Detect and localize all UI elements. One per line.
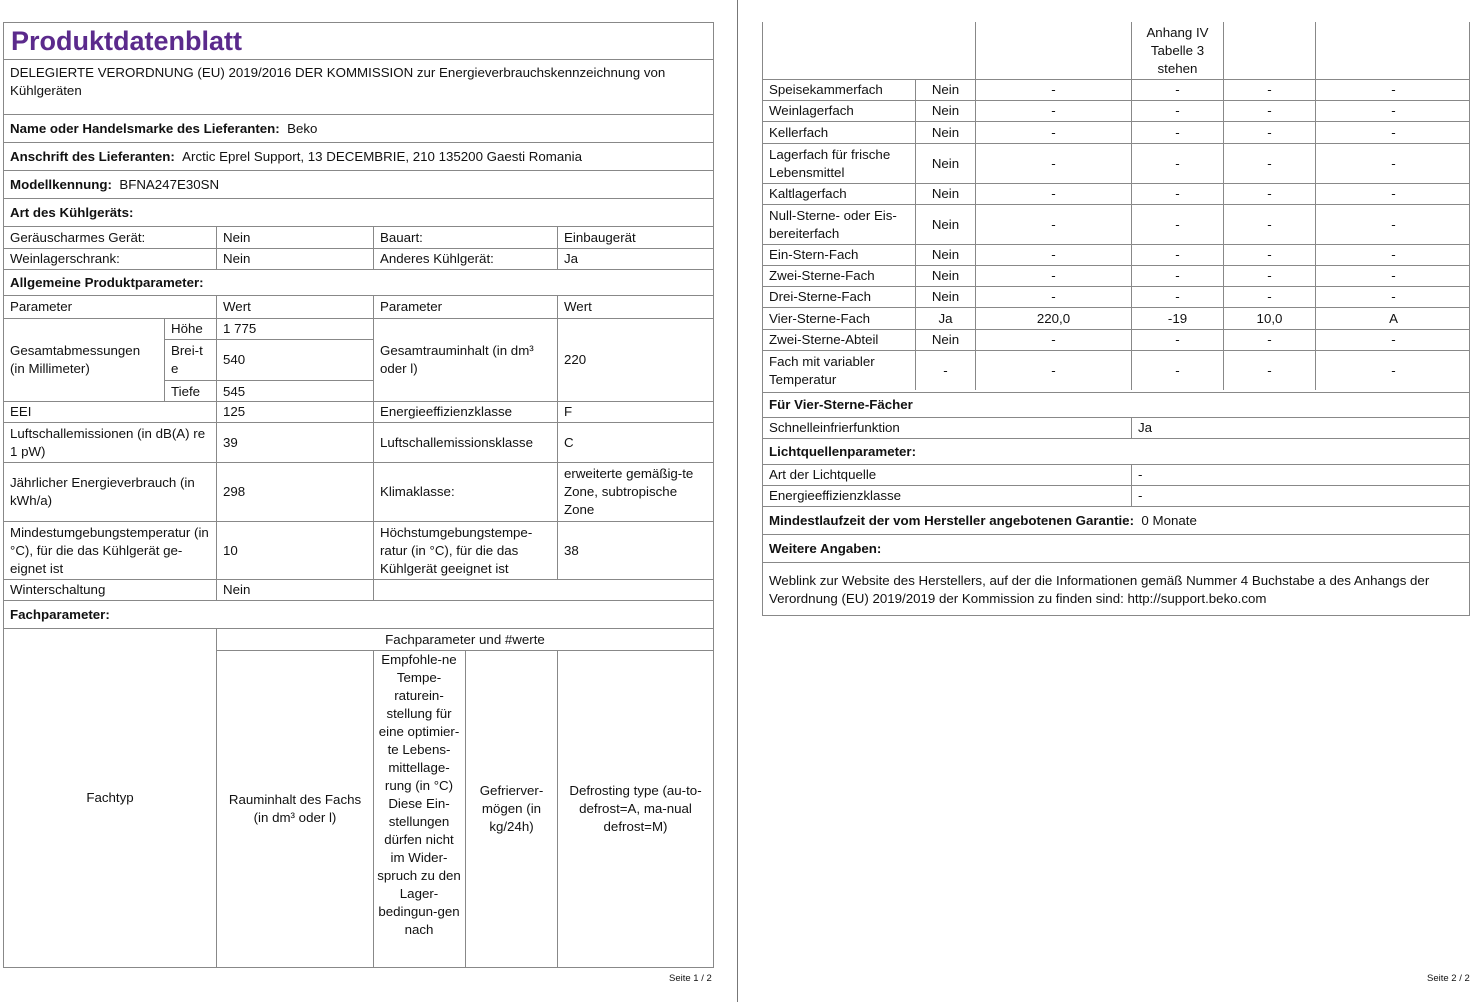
param-label: Winterschaltung bbox=[10, 582, 106, 597]
col-parameter: Parameter bbox=[380, 299, 443, 314]
fach-cell-defrost: - bbox=[1391, 186, 1396, 201]
fach-cell-temp: - bbox=[1175, 155, 1180, 171]
fach-cell-raum: - bbox=[1051, 103, 1056, 118]
fach-cell-vorh: Nein bbox=[931, 332, 960, 347]
fach-cell-vorh: Nein bbox=[931, 103, 960, 118]
param-label: Mindestumgebungstemperatur (in °C), für die das Kühlgerät ge-eignet ist bbox=[10, 524, 209, 576]
light-row bbox=[763, 485, 1469, 506]
fach-cell-temp: - bbox=[1175, 103, 1180, 118]
volume-value: 220 bbox=[564, 352, 587, 367]
fach-cell-gefrier: - bbox=[1267, 82, 1272, 97]
four-star-heading: Für Vier-Sterne-Fächer bbox=[769, 397, 913, 412]
address-label: Anschrift des Lieferanten: bbox=[10, 148, 175, 164]
type-row bbox=[4, 248, 713, 269]
fach-cell-typ: Kaltlagerfach bbox=[769, 186, 847, 201]
raum-header: Rauminhalt des Fachs (in dm³ oder l) bbox=[228, 792, 362, 825]
light-label: Energieeffizienzklasse bbox=[769, 488, 902, 503]
fach-cell-raum: - bbox=[1051, 216, 1056, 232]
fach-cell-defrost: - bbox=[1391, 332, 1396, 347]
supplier-label: Name oder Handelsmarke des Lieferanten: bbox=[10, 120, 280, 136]
param-value: 39 bbox=[223, 434, 238, 450]
fach-cell-vorh: Nein bbox=[931, 124, 960, 140]
fach-cell-defrost: - bbox=[1391, 268, 1396, 283]
fach-cell-temp: - bbox=[1175, 82, 1180, 97]
light-value: - bbox=[1138, 467, 1143, 482]
fach-row bbox=[763, 329, 1469, 350]
fach-cell-defrost: - bbox=[1391, 289, 1396, 304]
fach-cell-temp: - bbox=[1175, 362, 1180, 378]
param-label: Luftschallemissionen (in dB(A) re 1 pW) bbox=[10, 425, 206, 459]
fach-cell-defrost: - bbox=[1391, 155, 1396, 171]
param-value: 38 bbox=[564, 542, 579, 558]
param-row bbox=[4, 422, 713, 462]
fach-cell-defrost: - bbox=[1391, 82, 1396, 97]
supplier-value: Beko bbox=[287, 120, 318, 136]
type-label-2: Anderes Kühlgerät: bbox=[380, 251, 494, 266]
fach-cell-raum: - bbox=[1051, 268, 1056, 283]
datasheet-table-page-2 bbox=[762, 22, 1470, 616]
dimensions-row bbox=[4, 318, 713, 401]
col-wert: Wert bbox=[564, 299, 592, 314]
warranty-row bbox=[763, 506, 1469, 534]
param-value: 298 bbox=[223, 484, 246, 499]
depth-label: Tiefe bbox=[171, 383, 201, 399]
dimensions-label: Gesamtabmessungen (in Millimeter) bbox=[10, 343, 141, 376]
col-wert: Wert bbox=[223, 299, 251, 314]
depth-value: 545 bbox=[223, 383, 246, 399]
quick-freeze-label: Schnelleinfrierfunktion bbox=[769, 420, 900, 435]
fach-cell-defrost: - bbox=[1391, 124, 1396, 140]
address-value: Arctic Eprel Support, 13 DECEMBRIE, 210 135200 Gaesti Romania bbox=[182, 148, 582, 164]
fach-cell-vorh: Nein bbox=[931, 186, 960, 201]
fach-cell-typ: Speisekammerfach bbox=[769, 82, 883, 97]
fach-cell-raum: - bbox=[1051, 289, 1056, 304]
fach-cell-raum: - bbox=[1051, 155, 1056, 171]
general-header-row bbox=[4, 295, 713, 318]
gefrier-header: Gefrierver-mögen (in kg/24h) bbox=[479, 783, 544, 834]
page-2 bbox=[739, 0, 1474, 1002]
fach-cell-vorh: Nein bbox=[931, 289, 960, 304]
fach-cell-temp: - bbox=[1175, 332, 1180, 347]
datasheet-table-page-1 bbox=[3, 22, 714, 968]
fach-row bbox=[763, 265, 1469, 286]
further-heading: Weitere Angaben: bbox=[769, 540, 882, 556]
warranty-value: 0 Monate bbox=[1141, 512, 1197, 528]
fach-header-continued bbox=[763, 22, 1469, 79]
volume-label: Gesamtrauminhalt (in dm³ oder l) bbox=[380, 343, 534, 376]
fach-cell-vorh: - bbox=[943, 362, 948, 378]
fach-group-header: Fachparameter und #werte bbox=[385, 631, 545, 647]
param-value: erweiterte gemäßig-te Zone, subtropische Zone bbox=[564, 466, 694, 517]
height-value: 1 775 bbox=[223, 321, 257, 336]
param-label: Energieeffizienzklasse bbox=[380, 404, 513, 419]
fach-cell-gefrier: - bbox=[1267, 124, 1272, 140]
type-value-2: Einbaugerät bbox=[564, 229, 636, 245]
model-label: Modellkennung: bbox=[10, 176, 112, 192]
width-value: 540 bbox=[223, 352, 246, 367]
fach-cell-typ: Drei-Sterne-Fach bbox=[769, 289, 871, 304]
fach-row bbox=[763, 307, 1469, 329]
fach-heading: Fachparameter: bbox=[10, 606, 110, 622]
fach-cell-vorh: Nein bbox=[931, 268, 960, 283]
fach-cell-raum: - bbox=[1051, 362, 1056, 378]
fach-cell-raum: - bbox=[1051, 82, 1056, 97]
fach-cell-vorh: Nein bbox=[931, 216, 960, 232]
fachtyp-header: Fachtyp bbox=[86, 790, 134, 805]
light-row bbox=[763, 464, 1469, 485]
param-row bbox=[4, 401, 713, 422]
temp-header-continued: Anhang IV Tabelle 3 stehen bbox=[1146, 24, 1209, 76]
param-label: Höchstumgebungstempe-ratur (in °C), für die das Kühlgerät geeignet ist bbox=[380, 524, 533, 576]
fach-cell-temp: - bbox=[1175, 268, 1180, 283]
fach-row bbox=[763, 100, 1469, 121]
col-parameter: Parameter bbox=[10, 299, 73, 314]
defrost-header: Defrosting type (au-to-defrost=A, ma-nual defrost=M) bbox=[569, 783, 702, 834]
type-row bbox=[4, 226, 713, 248]
regulation-text: DELEGIERTE VERORDNUNG (EU) 2019/2016 DER KOMMISSION zur Energieverbrauchskennzeichnung von Kühlgeräten bbox=[10, 65, 666, 98]
fach-cell-temp: - bbox=[1175, 186, 1180, 201]
fach-cell-typ: Null-Sterne- oder Eis-bereiterfach bbox=[769, 207, 897, 241]
fach-cell-raum: - bbox=[1051, 247, 1056, 262]
fach-row bbox=[763, 204, 1469, 244]
fach-cell-defrost: - bbox=[1391, 216, 1396, 232]
fach-cell-gefrier: - bbox=[1267, 247, 1272, 262]
fach-cell-typ: Weinlagerfach bbox=[769, 103, 854, 118]
fach-cell-gefrier: 10,0 bbox=[1256, 310, 1283, 326]
fach-cell-typ: Zwei-Sterne-Fach bbox=[769, 268, 875, 283]
fach-cell-gefrier: - bbox=[1267, 186, 1272, 201]
param-row bbox=[4, 579, 713, 600]
fach-cell-defrost: A bbox=[1389, 310, 1398, 326]
fach-cell-typ: Zwei-Sterne-Abteil bbox=[769, 332, 879, 347]
fach-cell-vorh: Nein bbox=[931, 155, 960, 171]
width-label: Brei-te bbox=[171, 343, 203, 376]
fach-cell-raum: - bbox=[1051, 332, 1056, 347]
fach-cell-defrost: - bbox=[1391, 362, 1396, 378]
param-label bbox=[374, 580, 713, 600]
fach-cell-gefrier: - bbox=[1267, 103, 1272, 118]
fach-cell-temp: - bbox=[1175, 124, 1180, 140]
param-value: 10 bbox=[223, 542, 238, 558]
quick-freeze-row bbox=[763, 417, 1469, 438]
general-heading: Allgemeine Produktparameter: bbox=[10, 274, 204, 290]
fach-cell-gefrier: - bbox=[1267, 362, 1272, 378]
fach-cell-temp: - bbox=[1175, 216, 1180, 232]
fach-cell-raum: 220,0 bbox=[1036, 310, 1071, 326]
fach-cell-typ: Fach mit variabler Temperatur bbox=[769, 353, 875, 387]
type-heading: Art des Kühlgeräts: bbox=[10, 204, 134, 220]
param-label: Luftschallemissionsklasse bbox=[380, 434, 533, 450]
fach-cell-vorh: Nein bbox=[931, 82, 960, 97]
fach-cell-gefrier: - bbox=[1267, 216, 1272, 232]
light-label: Art der Lichtquelle bbox=[769, 467, 877, 482]
type-label-1: Weinlagerschrank: bbox=[10, 251, 120, 266]
param-value: C bbox=[564, 434, 574, 450]
light-heading: Lichtquellenparameter: bbox=[769, 443, 917, 459]
fach-cell-raum: - bbox=[1051, 186, 1056, 201]
type-value-1: Nein bbox=[223, 251, 251, 266]
height-label: Höhe bbox=[171, 321, 203, 336]
fach-cell-temp: - bbox=[1175, 289, 1180, 304]
param-label: Klimaklasse: bbox=[380, 484, 455, 499]
fach-cell-defrost: - bbox=[1391, 247, 1396, 262]
fach-cell-temp: -19 bbox=[1167, 310, 1188, 326]
fach-cell-vorh: Ja bbox=[938, 310, 953, 326]
fach-row bbox=[763, 143, 1469, 183]
type-value-2: Ja bbox=[564, 251, 579, 266]
type-label-1: Geräuscharmes Gerät: bbox=[10, 229, 146, 245]
param-row bbox=[4, 462, 713, 521]
page-footer: Seite 2 / 2 bbox=[1427, 973, 1470, 984]
quick-freeze-value: Ja bbox=[1138, 420, 1153, 435]
page-title: Produktdatenblatt bbox=[11, 26, 243, 56]
fach-row bbox=[763, 79, 1469, 100]
fach-cell-gefrier: - bbox=[1267, 155, 1272, 171]
param-row bbox=[4, 521, 713, 579]
fach-cell-defrost: - bbox=[1391, 103, 1396, 118]
fach-row bbox=[763, 183, 1469, 204]
fach-header bbox=[4, 628, 713, 967]
page-footer: Seite 1 / 2 bbox=[669, 973, 712, 984]
fach-cell-typ: Kellerfach bbox=[769, 124, 829, 140]
fach-cell-typ: Ein-Stern-Fach bbox=[769, 247, 859, 262]
fach-row bbox=[763, 244, 1469, 265]
param-label: EEI bbox=[10, 404, 32, 419]
fach-cell-gefrier: - bbox=[1267, 332, 1272, 347]
fach-cell-gefrier: - bbox=[1267, 268, 1272, 283]
param-value: F bbox=[564, 404, 573, 419]
page-divider bbox=[737, 0, 738, 1002]
weblink-text: Weblink zur Website des Herstellers, auf der die Informationen gemäß Nummer 4 Buchstabe a des Anhangs der Verordnung (EU) 2019/2019 der Kommission zu finden sind: http://support.beko.com bbox=[769, 572, 1430, 606]
param-value: 125 bbox=[223, 404, 246, 419]
type-value-1: Nein bbox=[223, 229, 251, 245]
model-value: BFNA247E30SN bbox=[119, 176, 220, 192]
fach-cell-typ: Lagerfach für frische Lebensmittel bbox=[769, 146, 891, 180]
fach-cell-typ: Vier-Sterne-Fach bbox=[769, 310, 870, 326]
light-value: - bbox=[1138, 488, 1143, 503]
fach-cell-vorh: Nein bbox=[931, 247, 960, 262]
fach-row bbox=[763, 350, 1469, 390]
fach-row bbox=[763, 121, 1469, 143]
param-label: Jährlicher Energieverbrauch (in kWh/a) bbox=[10, 475, 195, 508]
fach-cell-raum: - bbox=[1051, 124, 1056, 140]
temp-header: Empfohle-ne Tempe-raturein-stellung für eine optimier-te Lebens-mittellage-rung (in °C) Diese Ein-stellungen dürfen nicht im Wider-spruch zu den Lager-bedingun-gen nach bbox=[377, 652, 461, 937]
fach-cell-temp: - bbox=[1175, 247, 1180, 262]
fach-row bbox=[763, 286, 1469, 307]
fach-cell-gefrier: - bbox=[1267, 289, 1272, 304]
type-label-2: Bauart: bbox=[380, 229, 423, 245]
warranty-label: Mindestlaufzeit der vom Hersteller angebotenen Garantie: bbox=[769, 512, 1135, 528]
param-value: Nein bbox=[223, 582, 251, 597]
